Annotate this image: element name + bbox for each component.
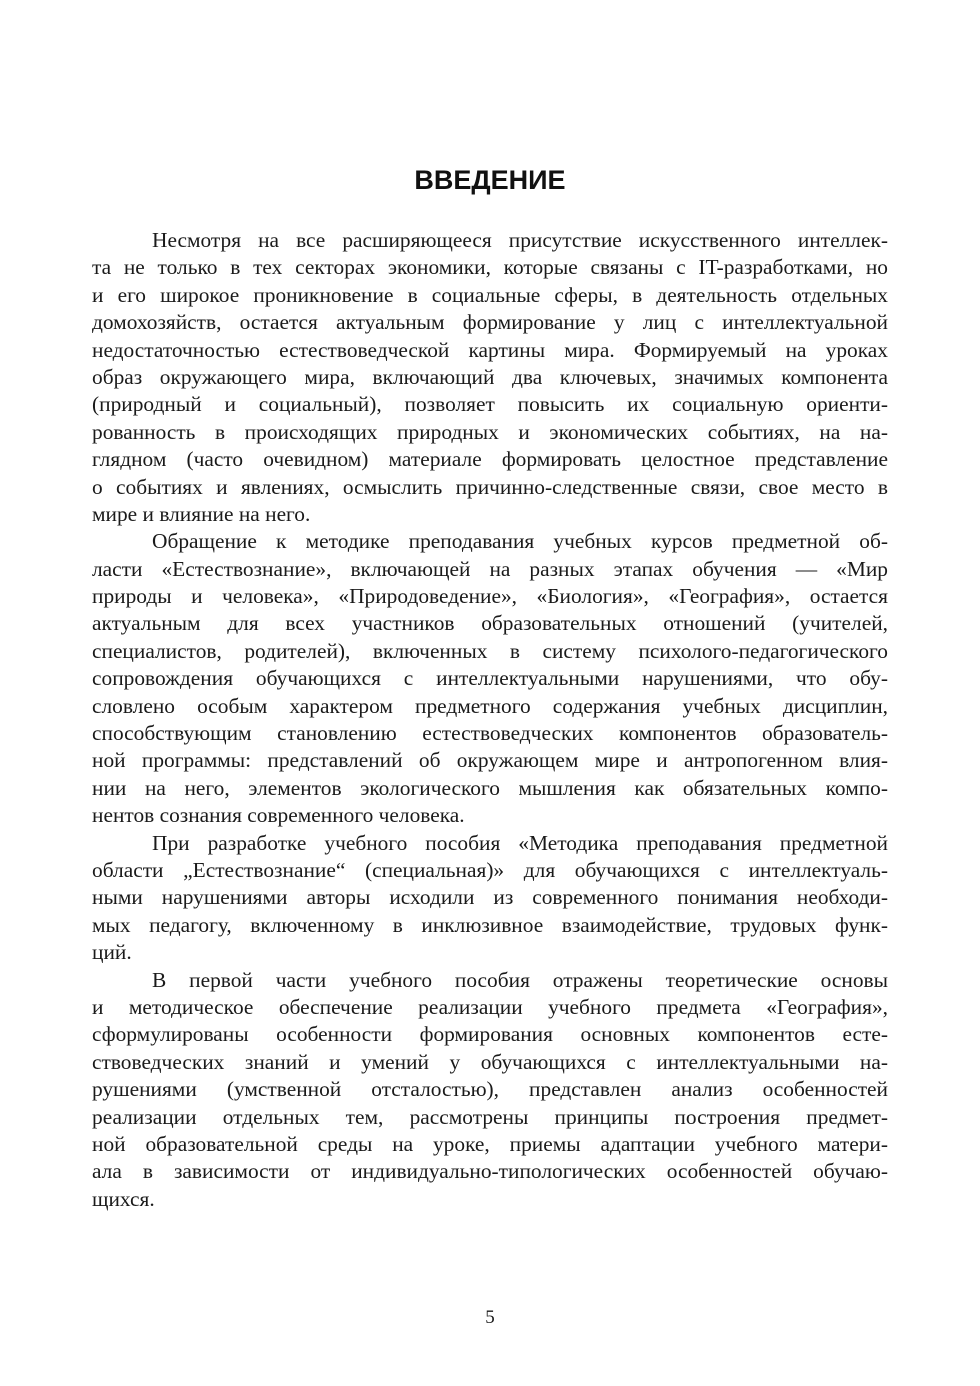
text-line: словлено особым характером предметного содержания учебных дисциплин, [92,693,888,718]
paragraph [92,227,888,528]
text-line: Несмотря на все расширяющееся присутствие искусственного интеллек- [152,228,888,252]
body-text [92,227,888,1213]
text-line: недостаточностью естествоведческой картины мира. Формируемый на уроках [92,337,888,362]
text-line: мире и влияние на него. [92,501,311,526]
text-line: (природный и социальный), позволяет повысить их социальную ориенти- [92,392,888,417]
text-line: ласти «Естествознание», включающей на разных этапах обучения — «Мир [92,556,888,581]
text-line: способствующим становлению естествоведческих компонентов образователь- [92,721,888,746]
text-line: образ окружающего мира, включающий два ключевых, значимых компонента [92,364,888,389]
text-line: та не только в тех секторах экономики, которые связаны с IT-разработками, но [92,255,888,280]
text-line: природы и человека», «Природоведение», «Биология», «География», остается [92,584,888,609]
text-line: В первой части учебного пособия отражены теоретические основы [152,967,888,992]
text-line: ными нарушениями авторы исходили из современного понимания необходи- [92,885,888,910]
text-line: При разработке учебного пособия «Методика преподавания предметной [152,830,888,855]
text-line: ной образовательной среды на уроке, приемы адаптации учебного матери- [92,1131,888,1156]
text-line: и его широкое проникновение в социальные сферы, в деятельность отдельных [92,282,888,307]
text-line: сопровождения обучающихся с интеллектуальными нарушениями, что обу- [92,666,888,691]
text-line: ала в зависимости от индивидуально-типологических особенностей обучаю- [92,1159,888,1184]
text-line: ствоведческих знаний и умений у обучающихся с интеллектуальными на- [92,1049,888,1074]
text-line: рушениями (умственной отсталостью), представлен анализ особенностей [92,1077,888,1102]
text-line: ной программы: представлений об окружающем мире и антропогенном влия- [92,748,888,773]
text-line: области „Естествознание“ (специальная)» для обучающихся с интеллектуаль- [92,857,888,882]
text-line: специалистов, родителей), включенных в систему психолого-педагогического [92,638,888,663]
text-line: щихся. [92,1186,155,1211]
text-line: реализации отдельных тем, рассмотрены принципы построения предмет- [92,1104,888,1129]
text-line: глядном (часто очевидном) материале формировать целостное представление [92,447,888,472]
text-line: сформулированы особенности формирования основных компонентов есте- [92,1022,888,1047]
text-line: нии на него, элементов экологического мышления как обязательных компо- [92,775,888,800]
text-line: о событиях и явлениях, осмыслить причинно-следственные связи, свое место в [92,474,888,499]
paragraph [92,830,888,967]
page-title: ВВЕДЕНИЕ [414,165,566,195]
paragraph [92,528,888,829]
paragraph [92,967,888,1214]
text-line: рованность в происходящих природных и экономических событиях, на на- [92,419,888,444]
text-line: и методическое обеспечение реализации учебного предмета «География», [92,994,888,1019]
page-number: 5 [485,1307,495,1328]
text-line: нентов сознания современного человека. [92,803,465,828]
text-line: ций. [92,940,132,965]
text-line: домохозяйств, остается актуальным формирование у лиц с интеллектуальной [92,310,888,335]
text-line: мых педагогу, включенному в инклюзивное взаимодействие, трудовых функ- [92,912,888,937]
text-line: актуальным для всех участников образовательных отношений (учителей, [92,611,888,636]
text-line: Обращение к методике преподавания учебных курсов предметной об- [152,529,888,554]
